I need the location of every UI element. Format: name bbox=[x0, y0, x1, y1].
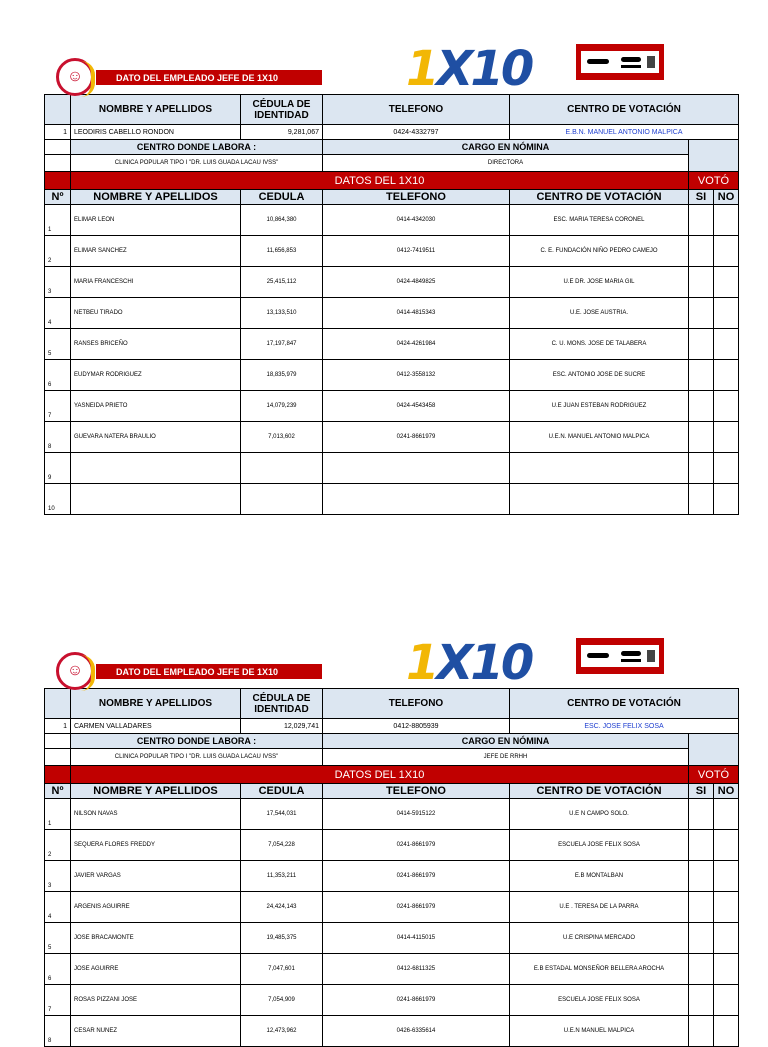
row-cedula: 14,079,239 bbox=[241, 391, 323, 422]
row-center: U.E CRISPINA MERCADO bbox=[510, 923, 689, 954]
datos-header-row bbox=[45, 766, 739, 784]
row-center: U.E DR. JOSE MARIA GIL bbox=[510, 267, 689, 298]
row-phone: 0241-8661979 bbox=[323, 830, 510, 861]
row-phone: 0424-4261984 bbox=[323, 329, 510, 360]
row-name: JOSE AGUIRRE bbox=[71, 954, 241, 985]
row-number: 9 bbox=[45, 453, 71, 484]
col-numero: Nº bbox=[45, 190, 71, 205]
col-si: SI bbox=[689, 190, 714, 205]
row-cedula: 11,656,853 bbox=[241, 236, 323, 267]
header-centro-votacion: CENTRO DE VOTACIÓN bbox=[510, 95, 739, 125]
row-voto-si[interactable] bbox=[689, 799, 714, 830]
row-voto-no[interactable] bbox=[714, 985, 739, 1016]
table-row bbox=[45, 453, 739, 484]
row-name: JOSE BRACAMONTE bbox=[71, 923, 241, 954]
row-phone bbox=[323, 453, 510, 484]
row-number: 1 bbox=[45, 205, 71, 236]
row-number: 3 bbox=[45, 861, 71, 892]
row-phone: 0412-3558132 bbox=[323, 360, 510, 391]
employee-title: DATO DEL EMPLEADO JEFE DE 1X10 bbox=[96, 70, 322, 85]
row-phone: 0414-4342030 bbox=[323, 205, 510, 236]
row-center bbox=[510, 484, 689, 515]
table-row bbox=[45, 484, 739, 515]
row-center: U.E.N MANUEL MALPICA bbox=[510, 1016, 689, 1047]
chief-header-row bbox=[45, 95, 739, 125]
row-voto-si[interactable] bbox=[689, 360, 714, 391]
chief-center: ESC. JOSE FELIX SOSA bbox=[510, 719, 739, 734]
chief-name: LEODIRIS CABELLO RONDON bbox=[71, 125, 241, 140]
chief-row: 1 LEODIRIS CABELLO RONDON 9,281,067 0424-4332797 E.B.N. MANUEL ANTONIO MALPICA bbox=[45, 125, 739, 140]
row-cedula bbox=[241, 453, 323, 484]
table-row bbox=[45, 1016, 739, 1047]
row-center bbox=[510, 453, 689, 484]
row-cedula: 7,054,228 bbox=[241, 830, 323, 861]
position: DIRECTORA bbox=[323, 155, 689, 172]
col-centro: CENTRO DE VOTACIÓN bbox=[510, 190, 689, 205]
col-nombre: NOMBRE Y APELLIDOS bbox=[71, 190, 241, 205]
table-row bbox=[45, 422, 739, 453]
row-number: 2 bbox=[45, 830, 71, 861]
chief-header-row bbox=[45, 689, 739, 719]
row-voto-si[interactable] bbox=[689, 861, 714, 892]
header-nombre: NOMBRE Y APELLIDOS bbox=[71, 95, 241, 125]
row-name: EUDYMAR RODRIGUEZ bbox=[71, 360, 241, 391]
col-telefono: TELEFONO bbox=[323, 190, 510, 205]
row-name: RANSES BRICEÑO bbox=[71, 329, 241, 360]
row-cedula: 7,047,601 bbox=[241, 954, 323, 985]
row-voto-no[interactable] bbox=[714, 799, 739, 830]
row-voto-si[interactable] bbox=[689, 329, 714, 360]
table-row bbox=[45, 298, 739, 329]
row-cedula: 19,485,375 bbox=[241, 923, 323, 954]
row-name: SEQUERA FLORES FREDDY bbox=[71, 830, 241, 861]
labor-value-row bbox=[45, 749, 739, 766]
row-cedula: 17,544,031 bbox=[241, 799, 323, 830]
row-voto-si[interactable] bbox=[689, 954, 714, 985]
column-header-row bbox=[45, 190, 739, 205]
row-center: E.B MONTALBAN bbox=[510, 861, 689, 892]
voto-title: VOTÓ bbox=[689, 766, 739, 784]
col-no: NO bbox=[714, 784, 739, 799]
row-voto-no[interactable] bbox=[714, 484, 739, 515]
row-phone bbox=[323, 484, 510, 515]
row-cedula: 17,197,847 bbox=[241, 329, 323, 360]
row-name: NILSON NAVAS bbox=[71, 799, 241, 830]
row-name: ELIMAR LEON bbox=[71, 205, 241, 236]
col-no: NO bbox=[714, 190, 739, 205]
col-numero: Nº bbox=[45, 784, 71, 799]
row-number: 5 bbox=[45, 329, 71, 360]
datos-header-row bbox=[45, 172, 739, 190]
voto-title: VOTÓ bbox=[689, 172, 739, 190]
row-voto-si[interactable] bbox=[689, 923, 714, 954]
row-name: YASNEIDA PRIETO bbox=[71, 391, 241, 422]
table-row bbox=[45, 267, 739, 298]
table-row bbox=[45, 799, 739, 830]
table-row bbox=[45, 329, 739, 360]
row-voto-no[interactable] bbox=[714, 267, 739, 298]
header-telefono: TELEFONO bbox=[323, 95, 510, 125]
row-center: U.E . TERESA DE LA PARRA bbox=[510, 892, 689, 923]
row-number: 7 bbox=[45, 391, 71, 422]
row-center: U.E.N. MANUEL ANTONIO MALPICA bbox=[510, 422, 689, 453]
row-cedula: 25,415,112 bbox=[241, 267, 323, 298]
row-center: ESC. ANTONIO JOSE DE SUCRE bbox=[510, 360, 689, 391]
header-cedula-identidad: CÉDULA DE IDENTIDAD bbox=[241, 689, 323, 719]
table-row bbox=[45, 985, 739, 1016]
row-cedula: 7,054,909 bbox=[241, 985, 323, 1016]
row-voto-si[interactable] bbox=[689, 236, 714, 267]
table-row bbox=[45, 892, 739, 923]
row-voto-si[interactable] bbox=[689, 985, 714, 1016]
row-name bbox=[71, 453, 241, 484]
row-voto-no[interactable] bbox=[714, 1016, 739, 1047]
row-voto-no[interactable] bbox=[714, 298, 739, 329]
chief-center: E.B.N. MANUEL ANTONIO MALPICA bbox=[510, 125, 739, 140]
label-cargo-nomina: CARGO EN NÓMINA bbox=[323, 734, 689, 749]
datos-title: DATOS DEL 1X10 bbox=[71, 172, 689, 190]
row-name: ARGENIS AGUIRRE bbox=[71, 892, 241, 923]
header-centro-votacion: CENTRO DE VOTACIÓN bbox=[510, 689, 739, 719]
label-cargo-nomina: CARGO EN NÓMINA bbox=[323, 140, 689, 155]
col-telefono: TELEFONO bbox=[323, 784, 510, 799]
table-row bbox=[45, 830, 739, 861]
row-voto-si[interactable] bbox=[689, 267, 714, 298]
row-cedula bbox=[241, 484, 323, 515]
row-voto-no[interactable] bbox=[714, 861, 739, 892]
chief-cedula: 9,281,067 bbox=[241, 125, 323, 140]
family-logo-icon: ☺ bbox=[56, 652, 94, 690]
row-cedula: 18,835,979 bbox=[241, 360, 323, 391]
row-voto-si[interactable] bbox=[689, 453, 714, 484]
label-centro-labora: CENTRO DONDE LABORA : bbox=[71, 140, 323, 155]
row-voto-si[interactable] bbox=[689, 830, 714, 861]
row-number: 8 bbox=[45, 1016, 71, 1047]
voter-table bbox=[44, 94, 739, 515]
row-number: 2 bbox=[45, 236, 71, 267]
row-center: C. U. MONS. JOSE DE TALABERA bbox=[510, 329, 689, 360]
row-number: 4 bbox=[45, 892, 71, 923]
row-number: 6 bbox=[45, 954, 71, 985]
label-centro-labora: CENTRO DONDE LABORA : bbox=[71, 734, 323, 749]
family-logo-icon: ☺ bbox=[56, 58, 94, 96]
row-voto-si[interactable] bbox=[689, 391, 714, 422]
eyes-logo-icon bbox=[576, 44, 664, 80]
row-name: ELIMAR SANCHEZ bbox=[71, 236, 241, 267]
eyes-logo-icon bbox=[576, 638, 664, 674]
row-phone: 0241-8661979 bbox=[323, 861, 510, 892]
row-voto-no[interactable] bbox=[714, 892, 739, 923]
col-si: SI bbox=[689, 784, 714, 799]
chief-phone: 0412-8805939 bbox=[323, 719, 510, 734]
voter-sheet-2 bbox=[44, 632, 738, 1047]
row-center: ESC. MARIA TERESA CORONEL bbox=[510, 205, 689, 236]
row-voto-no[interactable] bbox=[714, 360, 739, 391]
row-center: U.E. JOSE AUSTRIA. bbox=[510, 298, 689, 329]
position: JEFE DE RRHH bbox=[323, 749, 689, 766]
row-phone: 0241-8661979 bbox=[323, 892, 510, 923]
col-cedula: CEDULA bbox=[241, 190, 323, 205]
row-number: 3 bbox=[45, 267, 71, 298]
labor-header-row bbox=[45, 140, 739, 155]
row-cedula: 24,424,143 bbox=[241, 892, 323, 923]
table-row bbox=[45, 205, 739, 236]
row-name: MARIA FRANCESCHI bbox=[71, 267, 241, 298]
datos-title: DATOS DEL 1X10 bbox=[71, 766, 689, 784]
row-name: JAVIER VARGAS bbox=[71, 861, 241, 892]
row-voto-no[interactable] bbox=[714, 422, 739, 453]
row-phone: 0241-8661979 bbox=[323, 422, 510, 453]
row-phone: 0426-6335614 bbox=[323, 1016, 510, 1047]
row-phone: 0414-4815343 bbox=[323, 298, 510, 329]
chief-name: CARMEN VALLADARES bbox=[71, 719, 241, 734]
header-nombre: NOMBRE Y APELLIDOS bbox=[71, 689, 241, 719]
row-phone: 0414-4115015 bbox=[323, 923, 510, 954]
table-row bbox=[45, 954, 739, 985]
col-centro: CENTRO DE VOTACIÓN bbox=[510, 784, 689, 799]
labor-header-row bbox=[45, 734, 739, 749]
chief-phone: 0424-4332797 bbox=[323, 125, 510, 140]
1x10-logo: 1X10 bbox=[406, 635, 532, 691]
workplace: CLINICA POPULAR TIPO I "DR. LUIS GUADA LACAU IVSS" bbox=[71, 749, 323, 766]
row-phone: 0414-5915122 bbox=[323, 799, 510, 830]
row-voto-si[interactable] bbox=[689, 892, 714, 923]
table-row bbox=[45, 391, 739, 422]
table-row bbox=[45, 861, 739, 892]
col-nombre: NOMBRE Y APELLIDOS bbox=[71, 784, 241, 799]
row-center: U.E N CAMPO SOLO. bbox=[510, 799, 689, 830]
row-phone: 0424-4849825 bbox=[323, 267, 510, 298]
row-cedula: 11,353,211 bbox=[241, 861, 323, 892]
1x10-logo: 1X10 bbox=[406, 41, 532, 97]
chief-cedula: 12,029,741 bbox=[241, 719, 323, 734]
row-cedula: 12,473,962 bbox=[241, 1016, 323, 1047]
row-center: ESCUELA JOSE FELIX SOSA bbox=[510, 830, 689, 861]
voter-table bbox=[44, 688, 739, 1047]
row-voto-si[interactable] bbox=[689, 422, 714, 453]
col-cedula: CEDULA bbox=[241, 784, 323, 799]
row-name: CESAR NUNEZ bbox=[71, 1016, 241, 1047]
row-voto-no[interactable] bbox=[714, 830, 739, 861]
labor-value-row bbox=[45, 155, 739, 172]
row-name: ROSAS PIZZANI JOSE bbox=[71, 985, 241, 1016]
row-voto-no[interactable] bbox=[714, 236, 739, 267]
row-voto-no[interactable] bbox=[714, 954, 739, 985]
row-voto-si[interactable] bbox=[689, 298, 714, 329]
row-number: 8 bbox=[45, 422, 71, 453]
sheet-header bbox=[44, 38, 738, 97]
row-voto-si[interactable] bbox=[689, 484, 714, 515]
table-row bbox=[45, 360, 739, 391]
row-cedula: 10,864,380 bbox=[241, 205, 323, 236]
header-cedula-identidad: CÉDULA DE IDENTIDAD bbox=[241, 95, 323, 125]
row-voto-no[interactable] bbox=[714, 391, 739, 422]
row-number: 6 bbox=[45, 360, 71, 391]
employee-title: DATO DEL EMPLEADO JEFE DE 1X10 bbox=[96, 664, 322, 679]
row-number: 1 bbox=[45, 799, 71, 830]
row-phone: 0412-6811325 bbox=[323, 954, 510, 985]
row-number: 5 bbox=[45, 923, 71, 954]
row-voto-no[interactable] bbox=[714, 329, 739, 360]
sheet-header bbox=[44, 632, 738, 691]
row-center: ESCUELA JOSE FELIX SOSA bbox=[510, 985, 689, 1016]
row-phone: 0241-8661979 bbox=[323, 985, 510, 1016]
voter-sheet-1 bbox=[44, 38, 738, 515]
chief-row: 1 CARMEN VALLADARES 12,029,741 0412-8805939 ESC. JOSE FELIX SOSA bbox=[45, 719, 739, 734]
row-name: NETBEU TIRADO bbox=[71, 298, 241, 329]
row-name: GUEVARA NATERA BRAULIO bbox=[71, 422, 241, 453]
row-name bbox=[71, 484, 241, 515]
row-voto-no[interactable] bbox=[714, 205, 739, 236]
row-cedula: 7,013,602 bbox=[241, 422, 323, 453]
table-row bbox=[45, 923, 739, 954]
row-voto-si[interactable] bbox=[689, 1016, 714, 1047]
row-number: 10 bbox=[45, 484, 71, 515]
row-center: U.E JUAN ESTEBAN RODRIGUEZ bbox=[510, 391, 689, 422]
row-center: E.B ESTADAL MONSEÑOR BELLERA AROCHA bbox=[510, 954, 689, 985]
row-cedula: 13,133,510 bbox=[241, 298, 323, 329]
table-row bbox=[45, 236, 739, 267]
row-voto-no[interactable] bbox=[714, 923, 739, 954]
row-phone: 0412-7419511 bbox=[323, 236, 510, 267]
row-number: 7 bbox=[45, 985, 71, 1016]
header-telefono: TELEFONO bbox=[323, 689, 510, 719]
row-center: C. E. FUNDACIÓN NIÑO PEDRO CAMEJO bbox=[510, 236, 689, 267]
row-voto-si[interactable] bbox=[689, 205, 714, 236]
row-number: 4 bbox=[45, 298, 71, 329]
row-phone: 0424-4543458 bbox=[323, 391, 510, 422]
row-voto-no[interactable] bbox=[714, 453, 739, 484]
column-header-row bbox=[45, 784, 739, 799]
workplace: CLINICA POPULAR TIPO I "DR. LUIS GUADA LACAU IVSS" bbox=[71, 155, 323, 172]
